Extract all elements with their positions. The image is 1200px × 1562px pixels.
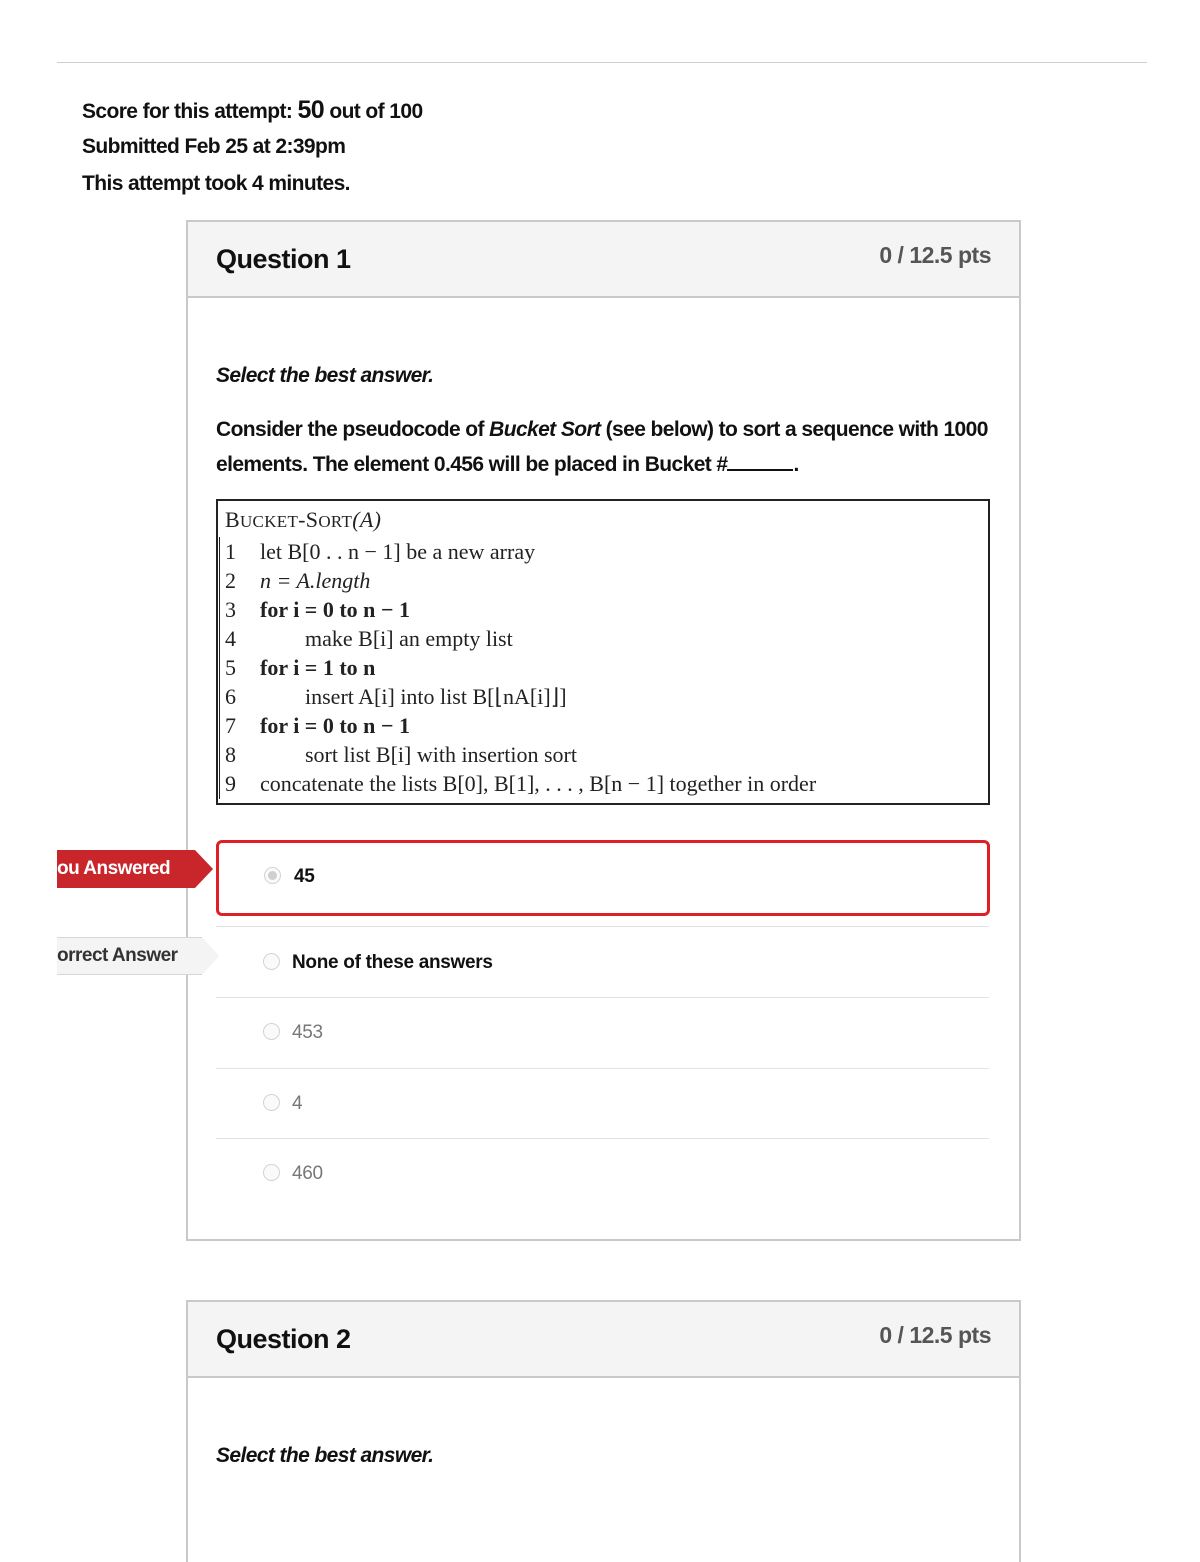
question-points: 0 / 12.5 pts (879, 242, 991, 268)
pseudocode-box (216, 499, 990, 805)
question-title: Question 2 (216, 1324, 351, 1354)
line-code: for i = 0 to n − 1 (260, 713, 410, 738)
you-answered-label: ou Answered (57, 858, 171, 879)
line-number: 3 (225, 597, 236, 622)
line-code: for i = 1 to n (260, 655, 376, 680)
score-value: 50 (297, 96, 325, 124)
correct-answer-flag (57, 937, 202, 975)
question-text-emphasis: Bucket Sort (489, 418, 601, 441)
line-number: 5 (225, 655, 236, 680)
line-number: 9 (225, 771, 236, 796)
submitted-line: Submitted Feb 25 at 2:39pm (82, 135, 346, 158)
line-code: sort list B[i] with insertion sort (305, 742, 577, 767)
line-code: n = A.length (260, 568, 371, 593)
pseudocode-title-ort: ORT (318, 512, 353, 531)
pseudocode-title-b: B (225, 507, 240, 532)
answer-label: 4 (292, 1093, 303, 1114)
line-code: make B[i] an empty list (305, 626, 513, 651)
question-instruction: Select the best answer. (216, 364, 434, 387)
top-divider (57, 62, 1147, 63)
pseudocode-title-dash: -S (298, 507, 319, 532)
pseudocode-title-ucket: UCKET (239, 512, 299, 531)
radio-icon[interactable] (263, 1094, 280, 1111)
answer-label: 45 (294, 866, 315, 887)
answer-option[interactable] (216, 927, 989, 997)
line-number: 7 (225, 713, 236, 738)
answer-label: None of these answers (292, 952, 493, 973)
score-prefix: Score for this attempt: (82, 100, 293, 123)
line-number: 4 (225, 626, 236, 651)
answer-option-selected[interactable] (216, 840, 990, 916)
radio-icon[interactable] (263, 953, 280, 970)
question-points: 0 / 12.5 pts (879, 1322, 991, 1348)
duration-line: This attempt took 4 minutes. (82, 172, 350, 195)
question-text (216, 412, 996, 482)
attempt-summary (82, 94, 423, 205)
correct-answer-label: orrect Answer (57, 945, 178, 966)
answer-option[interactable] (216, 998, 989, 1068)
answer-option[interactable] (216, 1069, 989, 1139)
line-code: concatenate the lists B[0], B[1], . . . , B[n − 1] together in order (260, 771, 817, 796)
question-instruction: Select the best answer. (216, 1444, 434, 1467)
radio-icon[interactable] (263, 1164, 280, 1181)
question-1-card (186, 220, 1021, 1241)
line-code: let B[0 . . n − 1] be a new array (260, 539, 536, 564)
answer-option[interactable] (216, 1139, 989, 1209)
pseudocode-gutter-line (219, 537, 220, 799)
line-number: 1 (225, 539, 236, 564)
answer-blank (727, 451, 793, 471)
question-2-card (186, 1300, 1021, 1562)
radio-icon[interactable] (263, 1023, 280, 1040)
line-code: for i = 0 to n − 1 (260, 597, 410, 622)
question-text-part2: (see below) to sort a sequence with 1000 elements. The element 0.456 will be placed in Bucket # (216, 418, 988, 476)
line-code: insert A[i] into list B[⌊nA[i]⌋] (305, 684, 567, 709)
line-number: 6 (225, 684, 236, 709)
question-header (188, 1302, 1019, 1378)
line-number: 2 (225, 568, 236, 593)
pseudocode-title-arg: (A) (352, 507, 382, 532)
line-number: 8 (225, 742, 236, 767)
answer-label: 460 (292, 1163, 323, 1184)
score-suffix: out of 100 (329, 100, 423, 123)
pseudocode-title (225, 507, 381, 533)
question-header (188, 222, 1019, 298)
question-text-part1: Consider the pseudocode of (216, 418, 490, 441)
question-title: Question 1 (216, 244, 351, 274)
score-line (82, 94, 423, 131)
answer-label: 453 (292, 1022, 323, 1043)
question-text-end: . (793, 453, 799, 476)
radio-selected-icon[interactable] (264, 867, 281, 884)
you-answered-flag (57, 850, 195, 888)
